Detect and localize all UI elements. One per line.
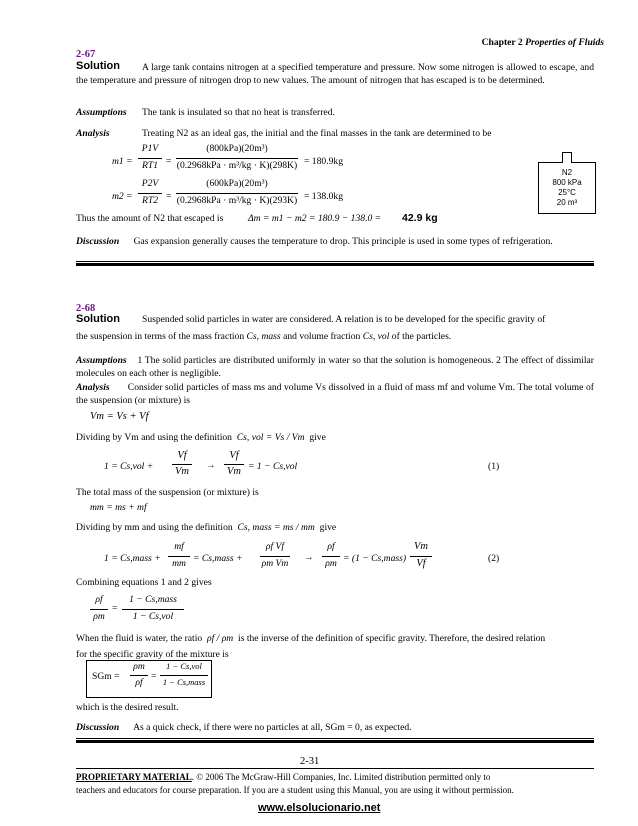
- eq1-rhs: = 1 − Cs,vol: [248, 461, 298, 472]
- eq1-left: 1 = Cs,vol +: [104, 461, 154, 472]
- eq2-f1-den: mm: [172, 558, 186, 569]
- divide-mm-line: Dividing by mm and using the definition Cs, mass = ms / mm give: [76, 522, 337, 533]
- eq2-f1-num: mf: [174, 541, 184, 552]
- water-line-2: for the specific gravity of the mixture is: [76, 649, 229, 660]
- eq2-left: 1 = Cs,mass +: [104, 553, 161, 564]
- chapter-header: [482, 37, 604, 48]
- solution-label: Solution: [76, 60, 120, 72]
- eq2-f2-num: ρf Vf: [265, 541, 285, 552]
- assumptions-label: Assumptions: [76, 107, 127, 118]
- eq3-f2-num: 1 − Cs,mass: [129, 594, 177, 605]
- assumptions-label: Assumptions: [76, 355, 127, 366]
- problem-number: 2-67: [76, 49, 96, 60]
- eq2-f3-line: [322, 556, 340, 557]
- eq-m2-lhs: m2 =: [112, 191, 133, 202]
- chapter-number: Chapter 2: [481, 37, 523, 48]
- eq2-f4-den: Vf: [416, 558, 426, 569]
- eq2-f1-line: [168, 556, 190, 557]
- eq-m2-den-val: (0.2968kPa · m³/kg · K)(293K): [176, 195, 298, 206]
- eq3-f2-line: [122, 609, 184, 610]
- sg-f1-den: ρf: [135, 677, 143, 688]
- eq-m1-num-val: (800kPa)(20m³): [206, 143, 268, 154]
- page-number: 2-31: [300, 756, 320, 767]
- proprietary-label: PROPRIETARY MATERIAL: [76, 772, 192, 782]
- footer-link[interactable]: www.elsolucionario.net: [258, 802, 381, 814]
- section-divider-thin: [76, 261, 594, 262]
- discussion-line: [76, 722, 412, 733]
- eq3-f1-den: ρm: [93, 611, 105, 622]
- escaped-equation: Δm = m1 − m2 = 180.9 − 138.0 =: [248, 213, 382, 224]
- eq1-rhs-num: Vf: [229, 450, 239, 461]
- eq1-rhs-den: Vm: [227, 466, 241, 477]
- divide-vm-line: Dividing by Vm and using the definition Cs, vol = Vs / Vm give: [76, 432, 326, 443]
- analysis-block: [76, 381, 594, 407]
- eq-m2-line-sym: [138, 193, 162, 194]
- sg-equals: =: [151, 671, 157, 682]
- section-divider-thin: [76, 738, 594, 739]
- sg-f1-num: ρm: [133, 661, 145, 672]
- eq-m1-line-val: [176, 158, 298, 159]
- sg-f1-line: [130, 675, 148, 676]
- eq-m2-den-sym: RT2: [142, 195, 158, 206]
- eq-m1-num-sym: P1V: [141, 143, 159, 154]
- escaped-text: Thus the amount of N2 that escaped is: [76, 213, 224, 224]
- discussion-text: As a quick check, if there were no particles at all, SGm = 0, as expected.: [133, 722, 412, 733]
- solution-label: Solution: [76, 313, 120, 325]
- eq2-f4-num: Vm: [414, 541, 428, 552]
- eq-mass: mm = ms + mf: [90, 502, 147, 513]
- eq2-tag: (2): [488, 553, 500, 564]
- eq2-f3-den: ρm: [325, 558, 337, 569]
- solution-text-b: the suspension in terms of the mass fraction Cs, mass and volume fraction Cs, vol of the particles.: [76, 331, 452, 342]
- tank-pressure: 800 kPa: [552, 178, 582, 187]
- eq2-f3-num: ρf: [327, 541, 335, 552]
- discussion-text: Gas expansion generally causes the temperature to drop. This principle is used in some types of refrigeration.: [133, 236, 553, 247]
- analysis-text: Treating N2 as an ideal gas, the initial and the final masses in the tank are determined to be: [142, 128, 492, 139]
- discussion-label: Discussion: [76, 722, 120, 733]
- section-divider-thick: [76, 740, 594, 743]
- tank-valve-icon: [562, 152, 572, 163]
- sg-f2-line: [160, 675, 208, 676]
- escaped-result: 42.9 kg: [402, 212, 438, 224]
- solution-text-a: Suspended solid particles in water are considered. A relation is to be developed for the specific gravity of: [142, 314, 546, 325]
- sg-f2-den: 1 − Cs,mass: [162, 677, 206, 687]
- discussion-block: [76, 235, 594, 248]
- assumptions-block: [76, 354, 594, 380]
- analysis-label: Analysis: [76, 382, 110, 393]
- eq3-f1-num: ρf: [95, 594, 103, 605]
- eq1-frac-line: [172, 464, 192, 465]
- problem-number: 2-68: [76, 303, 96, 314]
- section-divider-thick: [76, 263, 594, 266]
- discussion-label: Discussion: [76, 236, 120, 247]
- eq-m1-equals: =: [166, 156, 172, 167]
- desired-text: which is the desired result.: [76, 702, 179, 713]
- water-line: When the fluid is water, the ratio ρf / ρm is the inverse of the definition of specific gravity. Therefore, the desired relation: [76, 633, 546, 644]
- eq2-f4-line: [410, 556, 432, 557]
- assumptions-text: The tank is insulated so that no heat is transferred.: [142, 107, 335, 118]
- analysis-label: Analysis: [76, 128, 110, 139]
- eq1-rhs-line: [224, 464, 244, 465]
- eq2-mid: = Cs,mass +: [193, 553, 243, 564]
- eq2-f2-den: ρm Vm: [261, 558, 289, 569]
- eq3-equals: =: [112, 603, 118, 614]
- total-mass-text: The total mass of the suspension (or mixture) is: [76, 487, 259, 498]
- eq-m2-num-val: (600kPa)(20m³): [206, 178, 268, 189]
- eq3-f2-den: 1 − Cs,vol: [132, 611, 174, 622]
- tank-volume: 20 m³: [556, 198, 578, 207]
- eq1-frac-num: Vf: [177, 450, 187, 461]
- eq-m2-num-sym: P2V: [141, 178, 159, 189]
- tank-gas: N2: [561, 168, 573, 177]
- analysis-text: Consider solid particles of mass ms and volume Vs dissolved in a fluid of mass mf and volume Vm. The total volume of the suspension (or mixture) is: [76, 382, 594, 406]
- sg-lhs: SGm =: [92, 671, 120, 682]
- footer-rule: [76, 768, 594, 769]
- footer-notice: PROPRIETARY MATERIAL. © 2006 The McGraw-Hill Companies, Inc. Limited distribution permitted only to teachers and educators for course preparation. If you are a student using this Manual, you are using it without permission.: [76, 772, 514, 795]
- eq-m2-line-val: [176, 193, 298, 194]
- chapter-title: Properties of Fluids: [525, 37, 604, 48]
- assumptions-text: 1 The solid particles are distributed uniformly in water so that the solution is homogeneous. 2 The effect of dissimilar molecules on each other is negligible.: [76, 355, 594, 379]
- eq3-f1-line: [90, 609, 108, 610]
- eq-m2-equals: =: [166, 191, 172, 202]
- solution-text: A large tank contains nitrogen at a specified temperature and pressure. Now some nitrogen is allowed to escape, and the temperature and pressure of nitrogen drop to new values. The amount of nitrogen that has escaped is to be determined.: [76, 62, 594, 86]
- eq2-rhs: = (1 − Cs,mass): [343, 553, 407, 564]
- eq-m1-result: = 180.9kg: [304, 156, 343, 167]
- eq2-f2-line: [260, 556, 290, 557]
- eq-m1-line-sym: [138, 158, 162, 159]
- eq-m1-lhs: m1 =: [112, 156, 133, 167]
- tank-temperature: 25°C: [558, 188, 576, 197]
- eq1-tag: (1): [488, 461, 500, 472]
- eq1-arrow: →: [206, 460, 216, 471]
- sg-f2-num: 1 − Cs,vol: [166, 661, 202, 671]
- eq-m2-result: = 138.0kg: [304, 191, 343, 202]
- eq1-frac-den: Vm: [175, 466, 189, 477]
- eq2-arrow: →: [304, 552, 314, 563]
- eq-m1-den-sym: RT1: [142, 160, 158, 171]
- nitrogen-tank-figure: [538, 162, 596, 214]
- combining-text: Combining equations 1 and 2 gives: [76, 577, 212, 588]
- eq-volume: Vm = Vs + Vf: [90, 411, 149, 422]
- eq-m1-den-val: (0.2968kPa · m³/kg · K)(298K): [176, 160, 298, 171]
